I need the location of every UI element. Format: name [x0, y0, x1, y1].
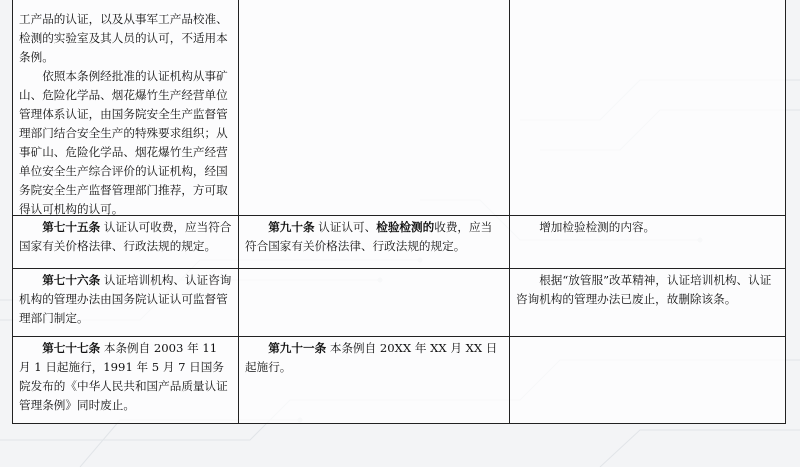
old-article-cell — [13, 268, 239, 336]
table-row — [13, 268, 785, 337]
old-text-paragraph: 工产品的认证，以及从事军工产品校准、检测的实验室及其人员的认可，不适用本条例。 — [19, 12, 228, 64]
article-text-emphasis: 检验检测的 — [376, 220, 435, 234]
table-row — [13, 215, 785, 269]
article-text: 认证认可、 — [314, 220, 377, 234]
new-article-cell — [239, 215, 510, 268]
article-text: 本条例自 2003 年 11 月 1 日起施行，1991 年 5 月 7 日国务院发布的《中华人民共和国产品质量认证管理条例》同时废止。 — [19, 341, 228, 412]
article-text: 本条例自 20XX 年 XX 月 XX 日起施行。 — [245, 341, 498, 374]
old-article-cell — [13, 215, 239, 268]
article-text: 认证培训机构、认证咨询机构的管理办法由国务院认证认可监督管理部门制定。 — [19, 273, 232, 325]
article-number: 第九十一条 — [268, 341, 327, 355]
note-cell — [510, 215, 785, 268]
new-article-cell — [239, 0, 510, 215]
article-number: 第九十条 — [268, 220, 315, 234]
comparison-table — [12, 0, 786, 424]
article-number: 第七十七条 — [42, 341, 101, 355]
new-article-cell — [239, 268, 510, 336]
article-number: 第七十六条 — [42, 273, 101, 287]
old-article-cell — [13, 336, 239, 423]
note-cell — [510, 0, 785, 215]
table-row — [13, 0, 785, 216]
old-text-paragraph: 依照本条例经批准的认证机构从事矿山、危险化学品、烟花爆竹生产经营单位管理体系认证，由国务院安全生产监督管理部门结合安全生产的特殊要求组织；从事矿山、危险化学品、烟花爆竹生产经营单位安全生产综合评价的认证机构，经国务院安全生产监督管理部门推荐，方可取得认可机构的认可。 — [19, 69, 228, 216]
note-text: 根据“放管服”改革精神，认证培训机构、认证咨询机构的管理办法已废止，故删除该条。 — [516, 273, 772, 306]
old-article-cell — [13, 0, 239, 215]
new-article-cell — [239, 336, 510, 423]
article-text: 收费，应当符合国家有关价格法律、行政法规的规定。 — [245, 220, 493, 253]
article-text: 认证认可收费，应当符合国家有关价格法律、行政法规的规定。 — [19, 220, 232, 253]
note-cell — [510, 268, 785, 336]
table-row — [13, 336, 785, 423]
note-cell — [510, 336, 785, 423]
note-text: 增加检验检测的内容。 — [539, 220, 656, 234]
article-number: 第七十五条 — [42, 220, 101, 234]
